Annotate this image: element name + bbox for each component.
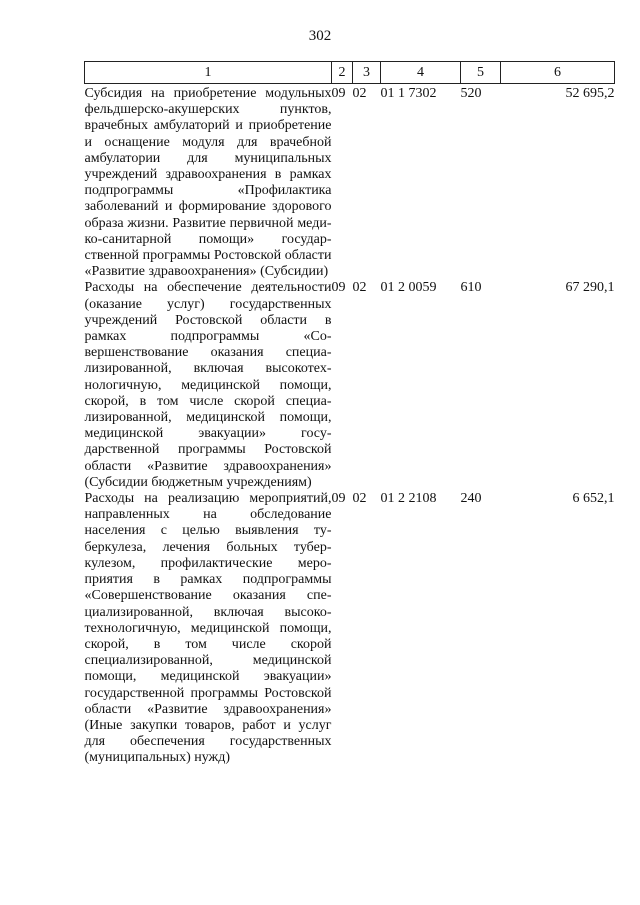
column-header: 3 [353, 62, 381, 84]
row-description: Субсидия на приобретение модульных фельдшерско-акушерских пунктов, врачебных амбулаторий и приобретение и оснащение модуля для врачебной амбулатории для муниципальных учреждений здравоохранения в рамках подпрограммы «Профилактика заболеваний и формирование здорового образа жизни. Развитие первичной медико-санитарной помощи» государственной программы Ростовской области «Развитие здравоохранения» (Субсидии) [84, 86, 332, 280]
row-section: 09 [331, 491, 346, 507]
row-subsection: 02 [352, 491, 367, 507]
row-section: 09 [331, 280, 346, 296]
budget-table [84, 61, 615, 767]
table-row [85, 280, 615, 491]
column-header: 4 [381, 62, 461, 84]
row-subsection: 02 [352, 280, 367, 296]
row-amount: 67 290,1 [565, 280, 615, 296]
row-expense-type: 610 [460, 280, 482, 296]
row-expense-type: 520 [460, 86, 482, 101]
row-amount: 52 695,2 [565, 86, 615, 101]
row-description: Расходы на реализацию мероприятий, направленных на обследование населения с целью выявления туберкулеза, лечения больных туберкулезом, профилактические мероприятия в рамках подпрограммы «Совершенствование оказания специализированной, включая высокотехнологичную, медицинской помощи, скорой, в том числе скорой специализированной, медицинской помощи, медицинской эвакуации» государственной программы Ростовской области «Развитие здравоохранения» (Иные закупки товаров, работ и услуг для обеспечения государственных (муниципальных) нужд) [84, 491, 332, 766]
row-amount: 6 652,1 [572, 491, 615, 507]
column-header: 6 [501, 62, 615, 84]
column-header: 1 [85, 62, 332, 84]
table-row [85, 491, 615, 766]
table-header-row [85, 62, 615, 84]
column-header: 2 [332, 62, 353, 84]
row-expense-type: 240 [460, 491, 482, 507]
row-subsection: 02 [352, 86, 367, 101]
row-section: 09 [331, 86, 346, 101]
row-target-code: 01 1 7302 [380, 86, 437, 101]
column-header: 5 [461, 62, 501, 84]
page-number: 302 [308, 28, 332, 44]
row-target-code: 01 2 2108 [380, 491, 437, 507]
row-description: Расходы на обеспечение деятельности (оказание услуг) государственных учреждений Ростовской области в рамках подпрограммы «Совершенствование оказания специализированной, включая высокотехнологичную, медицинской помощи, скорой, в том числе скорой специализированной, медицинской помощи, медицинской эвакуации» государственной программы Ростовской области «Развитие здравоохранения» (Субсидии бюджетным учреждениям) [84, 280, 332, 490]
row-target-code: 01 2 0059 [380, 280, 437, 296]
table-row [85, 84, 615, 281]
